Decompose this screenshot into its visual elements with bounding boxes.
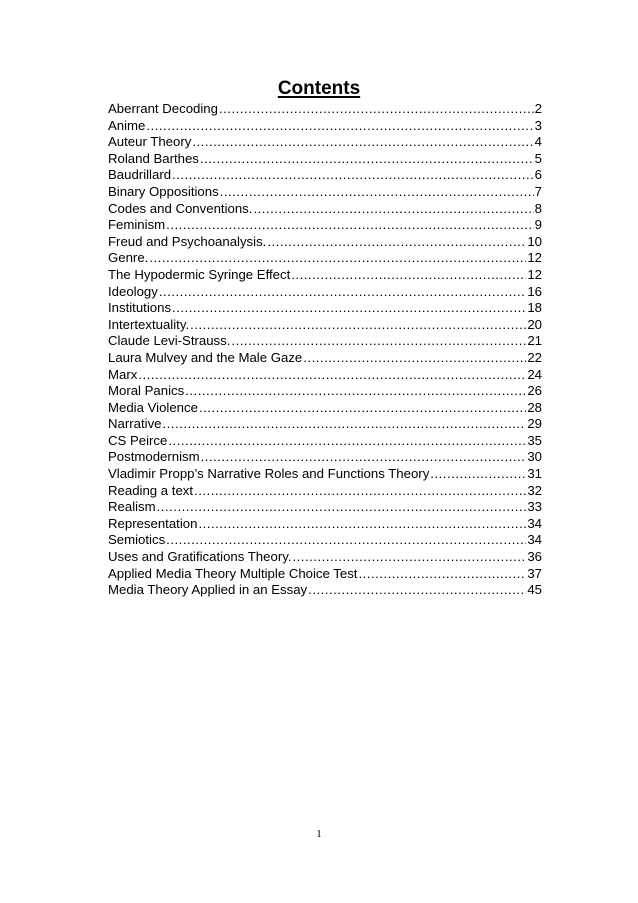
toc-dot-leader [185, 383, 526, 400]
toc-entry-label[interactable]: Media Violence [108, 399, 198, 415]
toc-dot-leader [138, 367, 526, 384]
toc-dot-leader [190, 317, 526, 334]
toc-entry[interactable] [108, 317, 542, 334]
toc-dot-leader [194, 483, 526, 500]
toc-entry-label[interactable]: Auteur Theory [108, 134, 192, 150]
toc-dot-leader [308, 582, 526, 599]
toc-entry-page-number[interactable]: 10 [527, 233, 542, 249]
toc-dot-leader [199, 400, 526, 417]
toc-entry-page-number[interactable]: 8 [534, 200, 542, 216]
toc-entry-page-number[interactable]: 26 [527, 383, 542, 399]
toc-entry-page-number[interactable]: 34 [527, 515, 542, 531]
table-of-contents [108, 101, 542, 599]
toc-entry-label[interactable]: Vladimir Propp’s Narrative Roles and Functions Theory [108, 466, 430, 482]
toc-entry-page-number[interactable]: 21 [527, 333, 542, 349]
toc-dot-leader [219, 101, 534, 118]
toc-dot-leader [267, 234, 526, 251]
page-number: 1 [316, 828, 322, 840]
toc-entry-label[interactable]: Codes and Conventions. [108, 200, 253, 216]
toc-entry[interactable] [108, 367, 542, 384]
toc-dot-leader [172, 300, 526, 317]
toc-entry[interactable] [108, 449, 542, 466]
toc-dot-leader [172, 167, 534, 184]
toc-entry-label[interactable]: Narrative [108, 416, 162, 432]
toc-entry-page-number[interactable]: 6 [534, 167, 542, 183]
toc-entry-label[interactable]: Uses and Gratifications Theory. [108, 549, 292, 565]
toc-dot-leader [200, 151, 534, 168]
toc-entry-page-number[interactable]: 24 [527, 366, 542, 382]
toc-entry-label[interactable]: Postmodernism [108, 449, 200, 465]
toc-entry[interactable] [108, 549, 542, 566]
toc-entry-label[interactable]: Moral Panics [108, 383, 185, 399]
toc-entry-page-number[interactable]: 33 [527, 499, 542, 515]
toc-entry-label[interactable]: Reading a text [108, 482, 194, 498]
toc-entry-page-number[interactable]: 12 [527, 250, 542, 266]
toc-entry-label[interactable]: Semiotics [108, 532, 166, 548]
toc-dot-leader [201, 449, 527, 466]
toc-entry-label[interactable]: Feminism [108, 217, 166, 233]
toc-dot-leader [168, 433, 526, 450]
toc-entry-label[interactable]: Intertextuality. [108, 316, 190, 332]
toc-entry[interactable] [108, 516, 542, 533]
toc-entry-page-number[interactable]: 3 [534, 117, 542, 133]
toc-entry[interactable] [108, 234, 542, 251]
toc-entry[interactable] [108, 483, 542, 500]
toc-entry-label[interactable]: Genre. [108, 250, 149, 266]
toc-dot-leader [163, 416, 527, 433]
toc-dot-leader [149, 250, 526, 267]
toc-dot-leader [358, 566, 526, 583]
toc-entry-page-number[interactable]: 16 [527, 283, 542, 299]
toc-entry[interactable] [108, 383, 542, 400]
toc-dot-leader [303, 350, 526, 367]
toc-entry[interactable] [108, 333, 542, 350]
toc-entry-label[interactable]: Ideology [108, 283, 158, 299]
toc-entry[interactable] [108, 101, 542, 118]
toc-dot-leader [159, 284, 526, 301]
toc-dot-leader [198, 516, 526, 533]
toc-entry-label[interactable]: Laura Mulvey and the Male Gaze [108, 349, 303, 365]
toc-entry-page-number[interactable]: 2 [534, 101, 542, 116]
toc-entry[interactable] [108, 532, 542, 549]
toc-entry-page-number[interactable]: 32 [527, 482, 542, 498]
toc-entry-label[interactable]: Claude Levi-Strauss. [108, 333, 231, 349]
toc-entry-page-number[interactable]: 29 [527, 416, 542, 432]
toc-entry-page-number[interactable]: 45 [527, 582, 542, 598]
toc-entry[interactable] [108, 350, 542, 367]
toc-entry-label[interactable]: Institutions [108, 300, 172, 316]
toc-entry[interactable] [108, 300, 542, 317]
toc-entry-page-number[interactable]: 30 [527, 449, 542, 465]
toc-dot-leader [430, 466, 526, 483]
toc-entry[interactable] [108, 284, 542, 301]
toc-entry[interactable] [108, 566, 542, 583]
toc-entry[interactable] [108, 184, 542, 201]
toc-entry-label[interactable]: Aberrant Decoding [108, 101, 218, 116]
toc-entry-label[interactable]: The Hypodermic Syringe Effect [108, 266, 291, 282]
toc-entry-label[interactable]: Applied Media Theory Multiple Choice Test [108, 565, 358, 581]
toc-entry-page-number[interactable]: 4 [534, 134, 542, 150]
toc-dot-leader [253, 201, 533, 218]
toc-entry[interactable] [108, 151, 542, 168]
toc-entry-label[interactable]: Roland Barthes [108, 150, 199, 166]
toc-dot-leader [192, 134, 533, 151]
toc-entry[interactable] [108, 416, 542, 433]
toc-entry-page-number[interactable]: 36 [527, 549, 542, 565]
toc-entry[interactable] [108, 466, 542, 483]
toc-dot-leader [166, 217, 534, 234]
toc-entry-page-number[interactable]: 22 [527, 349, 542, 365]
toc-entry-page-number[interactable]: 9 [534, 217, 542, 233]
toc-dot-leader [291, 267, 526, 284]
page-title [0, 78, 638, 100]
toc-entry-page-number[interactable]: 34 [527, 532, 542, 548]
toc-dot-leader [292, 549, 526, 566]
toc-entry-page-number[interactable]: 37 [527, 565, 542, 581]
toc-entry-page-number[interactable]: 35 [527, 432, 542, 448]
toc-dot-leader [220, 184, 534, 201]
toc-entry[interactable] [108, 217, 542, 234]
toc-entry[interactable] [108, 134, 542, 151]
toc-entry[interactable] [108, 250, 542, 267]
toc-dot-leader [166, 532, 526, 549]
toc-entry[interactable] [108, 400, 542, 417]
toc-entry-label[interactable]: Media Theory Applied in an Essay [108, 582, 308, 598]
toc-entry-label[interactable]: CS Peirce [108, 432, 168, 448]
toc-entry-label[interactable]: Anime [108, 117, 146, 133]
toc-dot-leader [157, 499, 527, 516]
toc-entry-label[interactable]: Realism [108, 499, 156, 515]
toc-entry[interactable] [108, 582, 542, 599]
toc-entry[interactable] [108, 433, 542, 450]
toc-entry-page-number[interactable]: 7 [534, 183, 542, 199]
toc-entry-page-number[interactable]: 28 [527, 399, 542, 415]
toc-entry-page-number[interactable]: 12 [527, 266, 542, 282]
contents-heading: Contents [277, 78, 361, 99]
toc-dot-leader [146, 118, 533, 135]
toc-entry[interactable] [108, 118, 542, 135]
toc-entry[interactable] [108, 167, 542, 184]
toc-entry-page-number[interactable]: 31 [527, 466, 542, 482]
toc-entry-page-number[interactable]: 20 [527, 316, 542, 332]
toc-entry-label[interactable]: Freud and Psychoanalysis. [108, 233, 267, 249]
toc-entry-label[interactable]: Marx [108, 366, 138, 382]
toc-dot-leader [231, 333, 526, 350]
toc-entry[interactable] [108, 267, 542, 284]
toc-entry-page-number[interactable]: 5 [534, 150, 542, 166]
toc-entry-label[interactable]: Binary Oppositions [108, 183, 219, 199]
toc-entry[interactable] [108, 201, 542, 218]
toc-entry[interactable] [108, 499, 542, 516]
toc-entry-label[interactable]: Baudrillard [108, 167, 172, 183]
toc-entry-label[interactable]: Representation [108, 515, 198, 531]
toc-entry-page-number[interactable]: 18 [527, 300, 542, 316]
